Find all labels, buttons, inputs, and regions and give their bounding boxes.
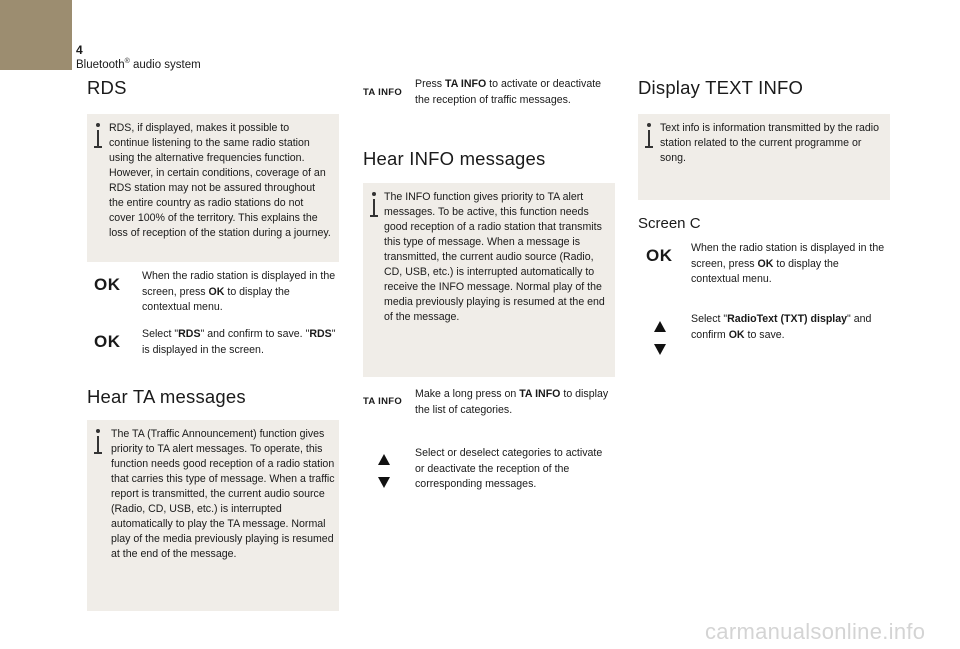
- hear-ta-heading: Hear TA messages: [87, 386, 246, 407]
- up-down-arrows-icon: [377, 454, 391, 494]
- rds-heading: RDS: [87, 77, 127, 98]
- hear-info-info-text: The INFO function gives priority to TA alert messages. To be active, this function needs good reception of a radio station that transmits this type of message. When a message is transmitted, the current audio source (Radio, CD, USB, etc.) is interrupted automatically to receive the INFO message. Normal play of the media previously playing is resumed at the end of the message.: [384, 191, 605, 323]
- hear-info-step-2: Select or deselect categories to activate or deactivate the reception of the corresponding messages.: [415, 447, 603, 490]
- page-number: 4: [76, 43, 83, 57]
- text-info-heading: Display TEXT INFO: [638, 77, 804, 98]
- ok-button-icon: OK: [646, 246, 673, 265]
- hear-info-info-box: [363, 183, 615, 377]
- hear-info-step-1: Make a long press on TA INFO to display the list of categories.: [415, 388, 609, 416]
- up-down-arrows-icon: [653, 321, 667, 361]
- text-info-info-box: [638, 114, 890, 200]
- ok-button-icon: OK: [94, 275, 121, 294]
- hear-info-heading: Hear INFO messages: [363, 148, 546, 169]
- running-head: Bluetooth® audio system: [76, 58, 201, 71]
- ta-info-button-icon: TA INFO: [363, 87, 403, 98]
- info-icon: [94, 429, 102, 457]
- info-icon: [94, 123, 102, 151]
- text-info-info-text: Text info is information transmitted by the radio station related to the current programme or song.: [660, 122, 880, 164]
- rds-info-text: RDS, if displayed, makes it possible to continue listening to the same radio station using the alternative frequencies function. However, in certain conditions, coverage of an RDS station may not be assured throughout the entire country as radio stations do not cover 100% of the territory. This explains the loss of reception of the station during a journey.: [109, 122, 331, 239]
- text-info-step-1: When the radio station is displayed in the screen, press OK to display the contextual menu.: [691, 242, 885, 285]
- rds-info-box: [87, 114, 339, 262]
- section-tab: [0, 0, 72, 70]
- text-info-step-2: Select "RadioText (TXT) display" and confirm OK to save.: [691, 313, 872, 341]
- watermark: carmanualsonline.info: [705, 619, 926, 644]
- rds-step-2: Select "RDS" and confirm to save. "RDS" is displayed in the screen.: [142, 328, 336, 356]
- ok-button-icon: OK: [94, 332, 121, 351]
- screen-c-heading: Screen C: [638, 215, 701, 232]
- hear-ta-info-box: [87, 420, 339, 611]
- hear-ta-info-text: The TA (Traffic Announcement) function gives priority to TA alert messages. To operate, this function needs good reception of a radio station that carries this type of message. When a traffic report is transmitted, the current audio source (Radio, CD, USB, etc.) is interrupted automatically to play the TA message. Normal play of the media previously playing is resumed at the end of the message.: [111, 428, 335, 560]
- ta-info-step: Press TA INFO to activate or deactivate the reception of traffic messages.: [415, 78, 602, 106]
- rds-step-1: When the radio station is displayed in the screen, press OK to display the contextual menu.: [142, 270, 336, 313]
- ta-info-button-icon: TA INFO: [363, 396, 403, 407]
- info-icon: [370, 192, 378, 220]
- info-icon: [645, 123, 653, 151]
